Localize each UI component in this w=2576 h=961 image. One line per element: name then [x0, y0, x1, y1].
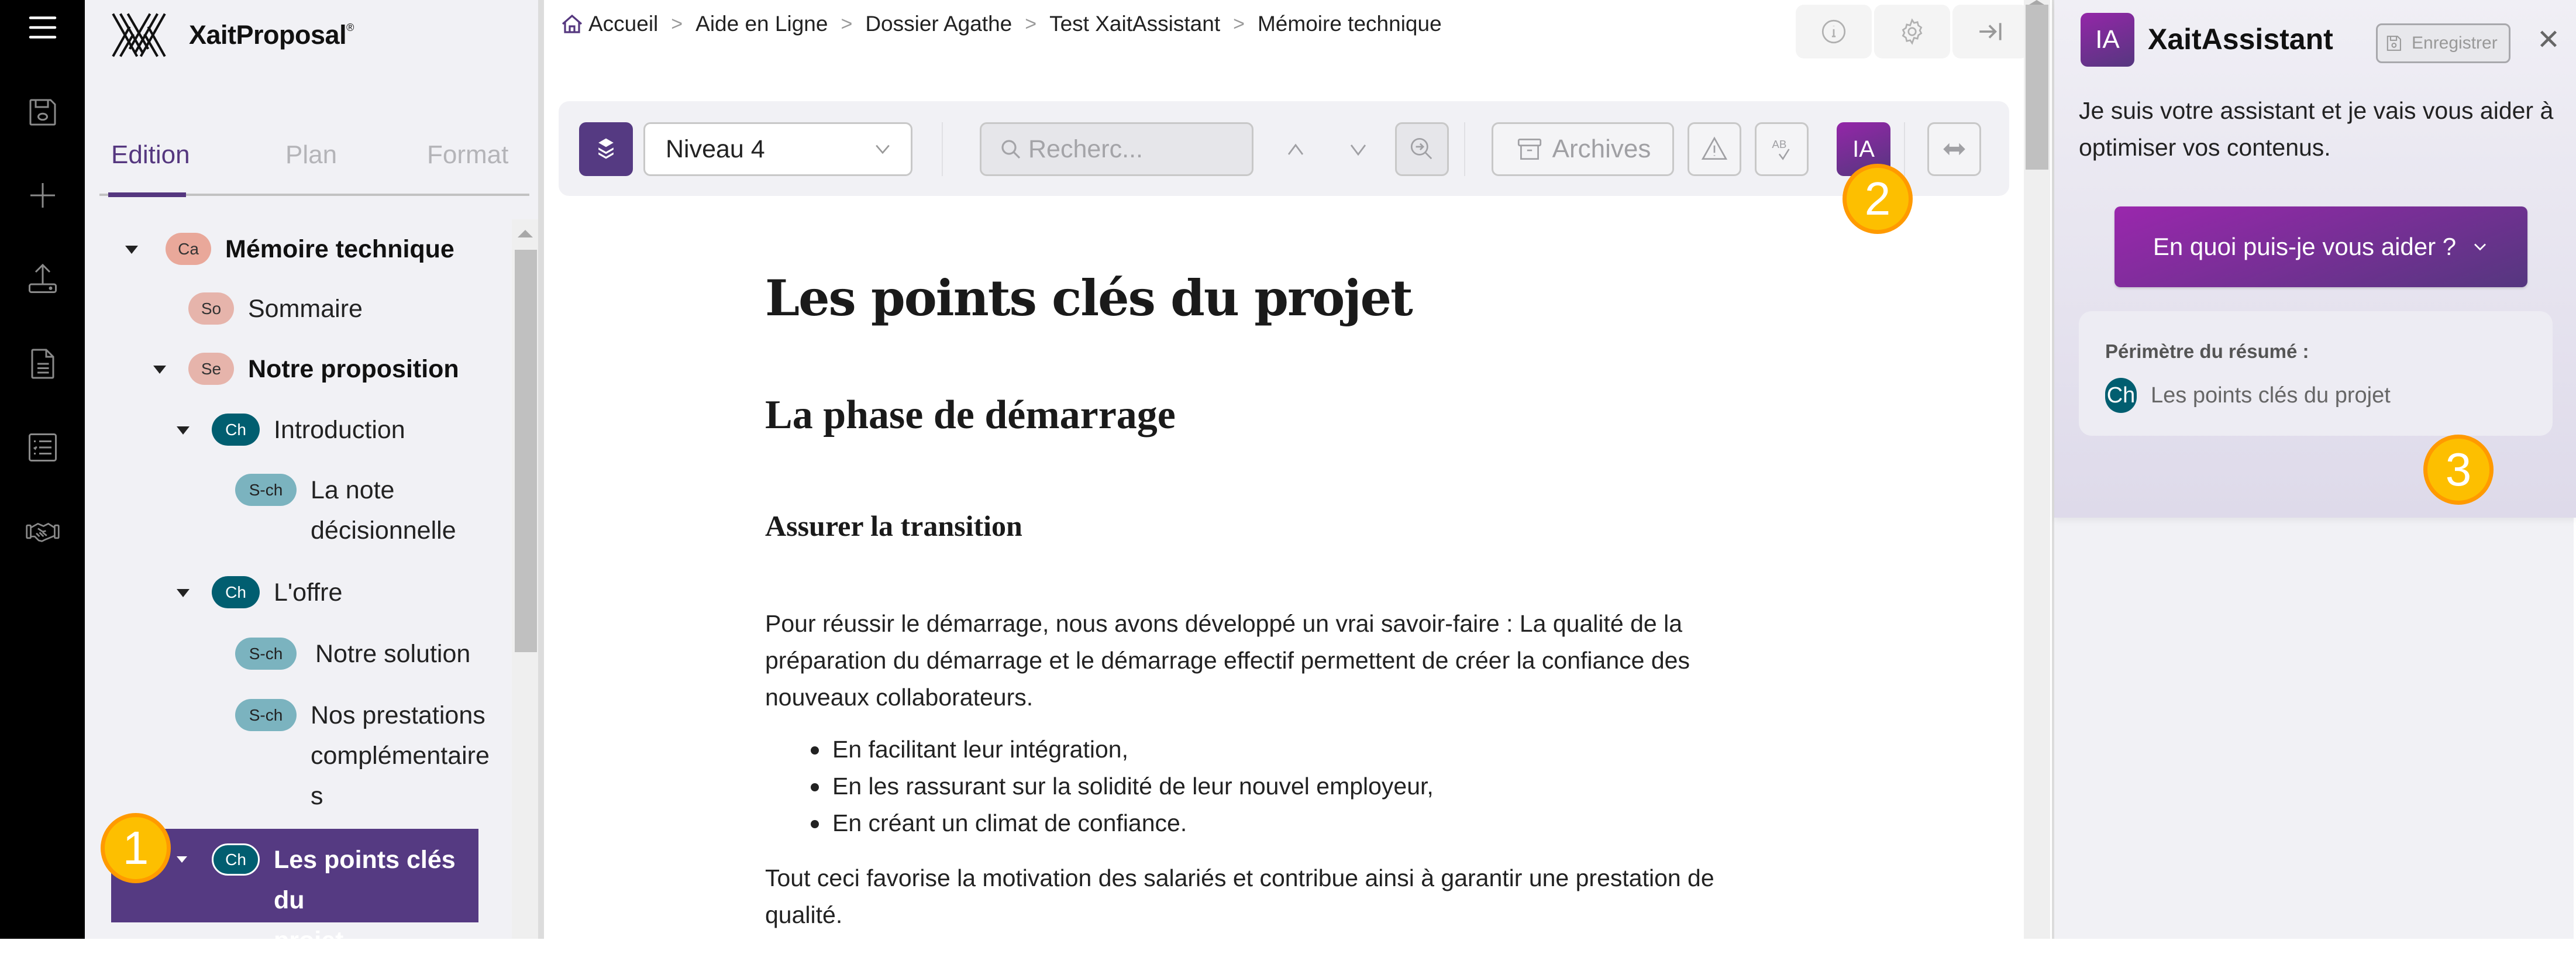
document-bullet-list — [765, 731, 1434, 842]
tree-item-introduction[interactable] — [177, 414, 405, 450]
svg-text:AB: AB — [1772, 137, 1787, 150]
tree-item-label: La note décisionnelle — [311, 476, 456, 545]
archives-button[interactable] — [1492, 122, 1674, 176]
menu-button[interactable] — [21, 6, 64, 49]
save-icon — [25, 95, 60, 130]
level-select[interactable] — [643, 122, 912, 176]
assistant-header-area — [2054, 0, 2576, 518]
document-paragraph: Pour réussir le démarrage, nous avons développé un vrai savoir-faire : La qualité de la préparation du démarrage et le démarrage effectif permettent de créer la confiance des nouveaux collaborateurs. — [765, 610, 1690, 711]
xait-logo-icon — [111, 12, 167, 58]
breadcrumb-separator: > — [841, 12, 853, 35]
active-tab-indicator — [108, 192, 186, 197]
handshake-icon — [25, 514, 60, 549]
tree-item-la-note-decisionnelle[interactable] — [235, 474, 456, 551]
scroll-up-arrow-icon[interactable] — [2029, 0, 2044, 5]
level-select-value: Niveau 4 — [666, 135, 765, 163]
scope-item-label: Les points clés du projet — [2151, 383, 2391, 408]
archives-label: Archives — [1552, 135, 1651, 163]
tab-edition[interactable]: Edition — [111, 140, 190, 169]
icon-rail — [0, 0, 85, 939]
checklist-button[interactable] — [21, 426, 64, 469]
ia-logo: IA — [2081, 13, 2134, 67]
document-button[interactable] — [21, 342, 64, 385]
search-previous-button[interactable] — [1281, 135, 1310, 164]
chapter-badge: Ch — [212, 843, 260, 876]
tree-item-l-offre[interactable] — [177, 576, 342, 613]
spellcheck-button[interactable] — [1755, 122, 1809, 176]
expand-caret-icon[interactable] — [177, 856, 187, 863]
tab-plan[interactable]: Plan — [285, 140, 338, 169]
toolbar-divider — [1904, 122, 1905, 176]
layers-button[interactable] — [579, 122, 633, 176]
scroll-up-arrow-icon[interactable] — [518, 230, 533, 237]
checklist-icon — [25, 430, 60, 465]
add-button[interactable] — [21, 174, 64, 217]
tree-item-memoire-technique[interactable] — [130, 233, 454, 270]
chevron-down-icon — [872, 138, 893, 164]
editor-scrollbar[interactable] — [2024, 0, 2050, 939]
callout-3: 3 — [2423, 435, 2494, 505]
toggle-width-button[interactable] — [1927, 122, 1981, 176]
scrollbar-thumb[interactable] — [515, 250, 537, 652]
home-icon[interactable] — [560, 12, 584, 36]
panel-tabs — [99, 129, 529, 196]
warning-icon — [1700, 135, 1729, 164]
toolbar-divider — [1464, 122, 1465, 176]
scope-item — [2105, 378, 2391, 413]
expand-caret-icon[interactable] — [177, 426, 190, 435]
subchapter-badge: S-ch — [235, 699, 297, 731]
subchapter-badge: S-ch — [235, 638, 297, 670]
chevron-up-icon — [1284, 138, 1307, 161]
tree-item-label: Notre proposition — [248, 355, 459, 383]
search-input[interactable] — [980, 122, 1253, 176]
tree-item-sommaire[interactable] — [188, 292, 363, 329]
callout-2: 2 — [1843, 164, 1913, 234]
tree-item-notre-solution[interactable] — [235, 638, 470, 674]
help-button-label: En quoi puis-je vous aider ? — [2153, 233, 2457, 260]
summary-badge: So — [188, 292, 234, 325]
app-name: XaitProposal® — [189, 20, 354, 50]
upload-icon — [25, 261, 60, 297]
top-right-buttons — [1796, 5, 2031, 58]
subchapter-badge: S-ch — [235, 474, 297, 506]
document-icon — [25, 346, 60, 381]
editor-toolbar — [559, 101, 2009, 196]
chevron-down-icon — [2471, 238, 2489, 256]
tree-item-label: L'offre — [274, 578, 343, 607]
menu-icon — [25, 10, 60, 45]
layers-icon — [593, 136, 619, 162]
chapter-badge: Ch — [212, 576, 260, 608]
breadcrumb-separator: > — [671, 12, 683, 35]
close-icon: ✕ — [2536, 25, 2561, 56]
tree-item-nos-prestations[interactable] — [235, 699, 490, 817]
tree-item-label: Les points clés du projet — [274, 846, 456, 955]
upload-button[interactable] — [21, 257, 64, 301]
category-badge: Ca — [166, 233, 211, 265]
save-label: Enregistrer — [2412, 33, 2498, 53]
info-icon — [1819, 17, 1848, 46]
callout-1: 1 — [101, 813, 171, 883]
spellcheck-icon — [1767, 135, 1796, 164]
scrollbar-thumb[interactable] — [2026, 5, 2048, 170]
breadcrumb-aide-en-ligne[interactable]: Aide en Ligne — [695, 12, 828, 36]
document-heading: Assurer la transition — [765, 509, 1022, 542]
collapse-right-icon — [1976, 17, 2005, 46]
tree-item-notre-proposition[interactable] — [153, 353, 459, 390]
assistant-intro: Je suis votre assistant et je vais vous aider à optimiser vos contenus. — [2079, 97, 2554, 161]
breadcrumb-accueil[interactable]: Accueil — [588, 12, 659, 36]
assistant-panel — [2052, 0, 2574, 939]
help-dropdown-button[interactable] — [2114, 206, 2527, 287]
expand-caret-icon[interactable] — [177, 589, 190, 597]
expand-caret-icon[interactable] — [153, 366, 166, 374]
toolbar-divider — [942, 122, 943, 176]
archive-icon — [1515, 135, 1544, 164]
save-button[interactable] — [21, 91, 64, 134]
chapter-badge: Ch — [2105, 378, 2137, 413]
editor-area — [550, 0, 2024, 939]
outline-scrollbar[interactable] — [512, 219, 538, 939]
list-item: En facilitant leur intégration, — [765, 731, 1434, 768]
search-next-button[interactable] — [1344, 135, 1373, 164]
summary-scope-card — [2079, 311, 2553, 436]
arrows-horizontal-icon — [1940, 135, 1969, 164]
tree-item-label: Mémoire technique — [225, 235, 454, 263]
search-go-icon — [1407, 135, 1437, 164]
collapse-panel-button[interactable] — [1952, 5, 2029, 58]
breadcrumb-separator: > — [1025, 12, 1037, 35]
expand-caret-icon[interactable] — [125, 246, 138, 254]
search-go-button[interactable] — [1395, 122, 1449, 176]
breadcrumb-memoire-technique[interactable]: Mémoire technique — [1257, 12, 1442, 36]
save-button[interactable] — [2376, 23, 2510, 63]
close-button[interactable] — [2534, 22, 2563, 57]
list-item: En créant un climat de confiance. — [765, 805, 1434, 842]
scope-label: Périmètre du résumé : — [2105, 340, 2309, 362]
document-title: Les points clés du projet — [765, 269, 1412, 327]
tree-item-label: Notre solution — [315, 640, 471, 668]
outline-panel — [85, 0, 544, 955]
breadcrumb — [560, 12, 1442, 36]
selected-item-content — [177, 843, 478, 961]
warnings-button[interactable] — [1688, 122, 1741, 176]
breadcrumb-test-xaitassistant[interactable]: Test XaitAssistant — [1049, 12, 1221, 36]
gear-icon — [1897, 17, 1927, 46]
app-logo — [111, 12, 354, 58]
tree-item-label: Nos prestations complémentaire s — [311, 701, 490, 810]
section-badge: Se — [188, 353, 234, 385]
chevron-down-icon — [1346, 138, 1370, 161]
info-button[interactable] — [1796, 5, 1872, 58]
tree-item-label: Sommaire — [248, 295, 363, 323]
assistant-title: XaitAssistant — [2148, 23, 2333, 56]
partners-button[interactable] — [21, 510, 64, 553]
list-item: En les rassurant sur la solidité de leur nouvel employeur, — [765, 768, 1434, 805]
document-subtitle: La phase de démarrage — [765, 392, 1176, 438]
plus-icon — [25, 178, 60, 213]
save-icon — [2384, 33, 2403, 53]
settings-button[interactable] — [1874, 5, 1950, 58]
breadcrumb-separator: > — [1233, 12, 1245, 35]
document-paragraph: Tout ceci favorise la motivation des salariés et contribue ainsi à garantir une prestation de qualité. — [765, 864, 1714, 928]
search-placeholder: Recherc... — [1028, 135, 1143, 163]
breadcrumb-dossier-agathe[interactable]: Dossier Agathe — [865, 12, 1013, 36]
tree-item-label: Introduction — [274, 416, 405, 444]
tab-format[interactable]: Format — [427, 140, 509, 169]
chapter-badge: Ch — [212, 414, 260, 446]
search-icon — [999, 137, 1022, 161]
ia-assistant-button[interactable]: IA — [1837, 122, 1890, 176]
